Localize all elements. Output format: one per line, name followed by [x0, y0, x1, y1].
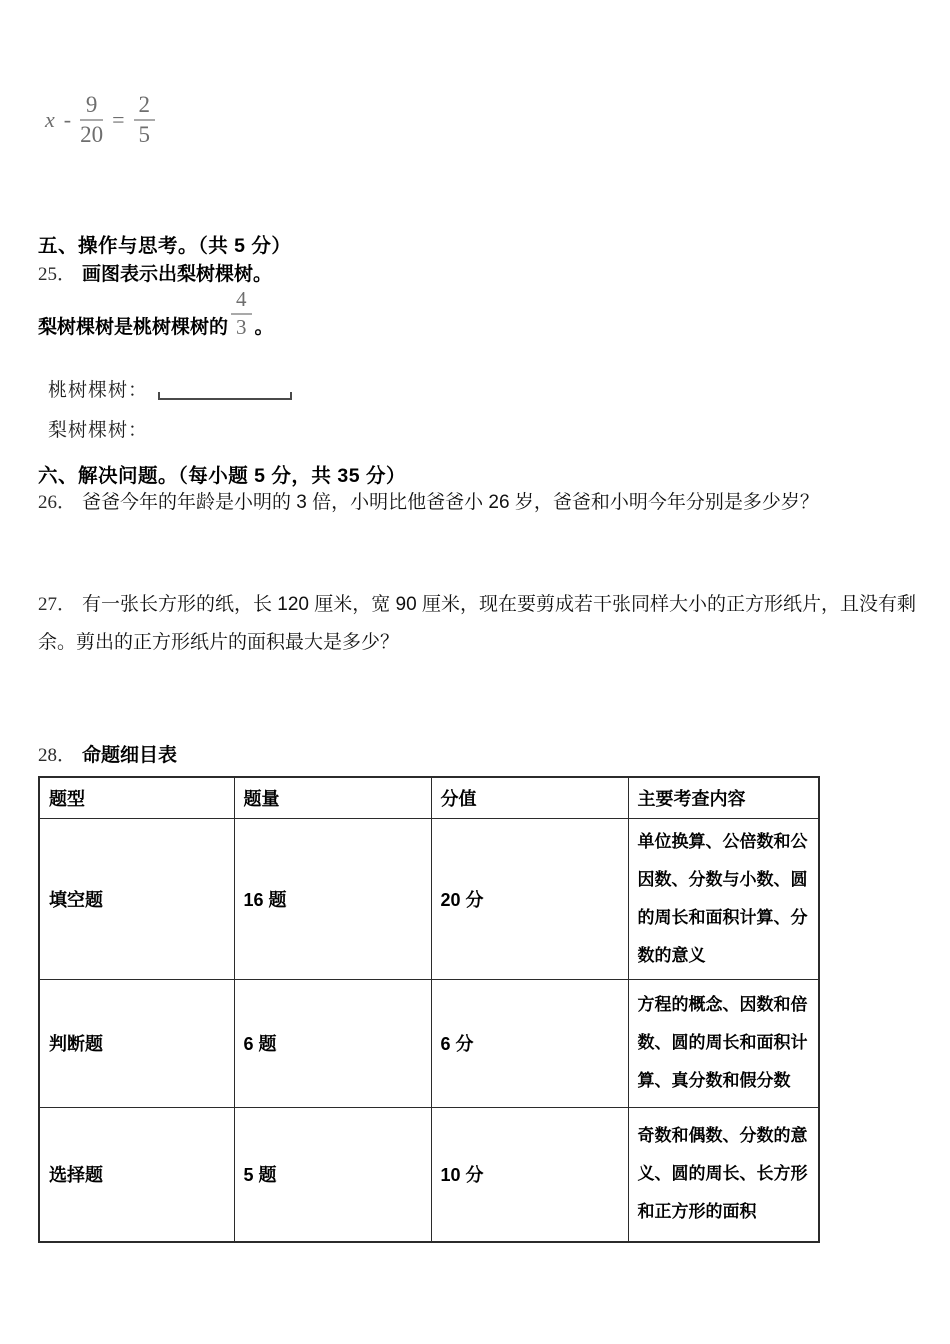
question-28	[38, 740, 177, 767]
cell-content: 奇数和偶数、分数的意义、圆的周长、长方形和正方形的面积	[628, 1107, 819, 1242]
question-26-text: 爸爸今年的年龄是小明的 3 倍，小明比他爸爸小 26 岁，爸爸和小明今年分别是多少岁？	[82, 492, 819, 513]
answer-segment-line	[158, 392, 292, 400]
fraction-denominator: 3	[236, 314, 247, 339]
question-25-text: 画图表示出梨树棵树。	[82, 264, 273, 285]
answer-row-pear-trees	[48, 415, 148, 442]
cell-score: 10 分	[431, 1107, 628, 1242]
table-header-row	[39, 777, 819, 818]
question-27	[38, 586, 926, 662]
header-score: 分值	[431, 777, 628, 818]
pear-trees-label: 梨树棵树：	[48, 420, 149, 441]
equation-variable: x	[45, 106, 55, 132]
cell-content: 方程的概念、因数和倍数、圆的周长和面积计算、真分数和假分数	[628, 979, 819, 1107]
equals-sign: =	[112, 106, 125, 132]
fraction-two-fifths	[134, 92, 156, 148]
fraction-numerator: 2	[134, 92, 156, 121]
section5-title: 五、操作与思考。（共 5 分）	[38, 235, 292, 257]
exam-blueprint-table	[38, 776, 820, 1243]
question-28-number: 28．	[38, 745, 77, 766]
fraction-four-thirds	[231, 288, 252, 339]
table-row	[39, 818, 819, 979]
fraction-denominator: 20	[80, 121, 104, 147]
statement-suffix: 。	[254, 317, 274, 339]
statement-prefix: 梨树棵树是桃树棵树的	[38, 317, 229, 339]
header-main-content: 主要考查内容	[628, 777, 819, 818]
peach-trees-label: 桃树棵树：	[48, 380, 149, 401]
fraction-denominator: 5	[138, 121, 151, 147]
cell-type: 选择题	[39, 1107, 234, 1242]
table-row	[39, 1107, 819, 1242]
question-25	[38, 259, 272, 286]
cell-count: 16 题	[234, 818, 431, 979]
question-25-number: 25．	[38, 264, 77, 285]
cell-score: 6 分	[431, 979, 628, 1107]
cell-type: 判断题	[39, 979, 234, 1107]
equation-solve-x	[45, 92, 155, 148]
cell-count: 6 题	[234, 979, 431, 1107]
table-row	[39, 979, 819, 1107]
cell-count: 5 题	[234, 1107, 431, 1242]
cell-content: 单位换算、公倍数和公因数、分数与小数、圆的周长和面积计算、分数的意义	[628, 818, 819, 979]
question-27-number: 27．	[38, 594, 77, 615]
cell-score: 20 分	[431, 818, 628, 979]
cell-type: 填空题	[39, 818, 234, 979]
q25-ratio-statement	[38, 288, 274, 339]
minus-operator: -	[63, 106, 72, 132]
answer-row-peach-trees	[48, 375, 292, 402]
header-question-type: 题型	[39, 777, 234, 818]
fraction-numerator: 4	[231, 288, 252, 315]
header-question-count: 题量	[234, 777, 431, 818]
fraction-numerator: 9	[80, 92, 103, 121]
fraction-nine-twentieths	[80, 92, 103, 148]
question-27-text: 有一张长方形的纸，长 120 厘米，宽 90 厘米，现在要剪成若干张同样大小的正方形纸片，且没有剩余。剪出的正方形纸片的面积最大是多少？	[38, 594, 916, 653]
section6-title: 六、解决问题。（每小题 5 分，共 35 分）	[38, 465, 406, 487]
question-26	[38, 487, 926, 514]
question-28-text: 命题细目表	[82, 745, 178, 766]
question-26-number: 26．	[38, 492, 77, 513]
